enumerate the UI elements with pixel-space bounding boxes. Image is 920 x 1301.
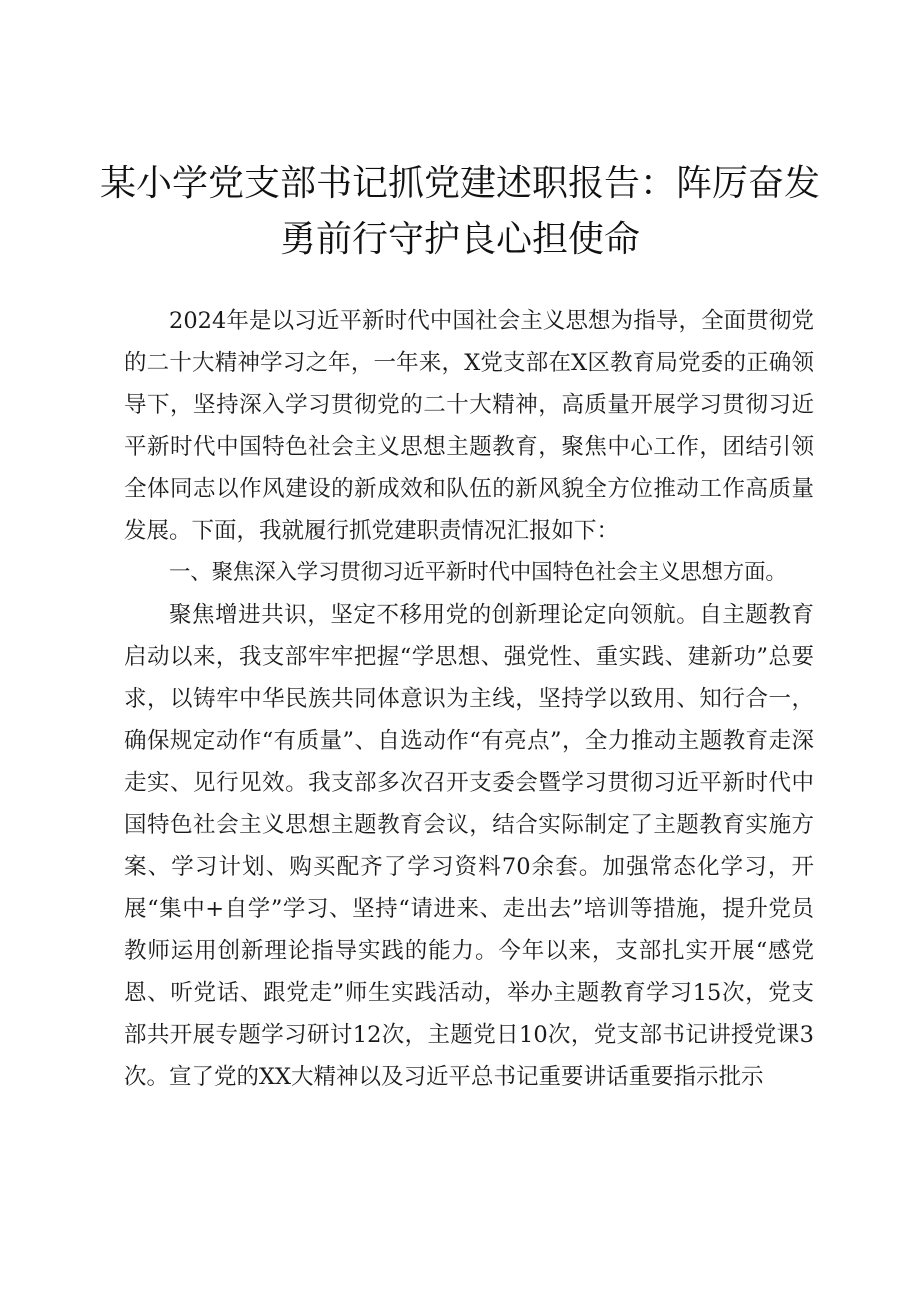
document-body — [124, 300, 814, 1098]
title-line-1: 某小学党支部书记抓党建述职报告：阵厉奋发 — [100, 163, 821, 204]
document-title — [100, 156, 820, 268]
intro-paragraph: 2024年是以习近平新时代中国社会主义思想为指导，全面贯彻党的二十大精神学习之年，一年来，X党支部在X区教育局党委的正确领导下，坚持深入学习贯彻党的二十大精神，高质量开展学习贯彻习近平新时代中国特色社会主义思想主题教育，聚焦中心工作，团结引领全体同志以作风建设的新成效和队伍的新风貌全方位推动工作高质量发展。下面，我就履行抓党建职责情况汇报如下： — [124, 308, 814, 544]
title-line-2: 勇前行守护良心担使命 — [279, 219, 640, 260]
section-heading-1: 一、聚焦深入学习贯彻习近平新时代中国特色社会主义思想方面。 — [169, 560, 787, 585]
section-1-paragraph: 聚焦增进共识，坚定不移用党的创新理论定向领航。自主题教育启动以来，我支部牢牢把握“学思想、强党性、重实践、建新功”总要求，以铸牢中华民族共同体意识为主线，坚持学以致用、知行合一，确保规定动作“有质量”、自选动作“有亮点”，全力推动主题教育走深走实、见行见效。我支部多次召开支委会暨学习贯彻习近平新时代中国特色社会主义思想主题教育会议，结合实际制定了主题教育实施方案、学习计划、购买配齐了学习资料70余套。加强常态化学习，开展“集中+自学”学习、坚持“请进来、走出去”培训等措施，提升党员教师运用创新理论指导实践的能力。今年以来，支部扎实开展“感党恩、听党话、跟党走”师生实践活动，举办主题教育学习15次，党支部共开展专题学习研讨12次，主题党日10次，党支部书记讲授党课3次。宣了党的XX大精神以及习近平总书记重要讲话重要指示批示 — [124, 602, 814, 1090]
